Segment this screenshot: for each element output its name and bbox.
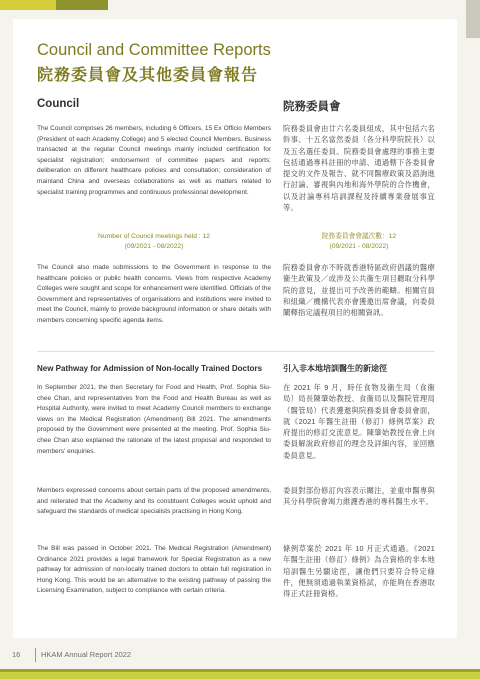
content-panel — [13, 19, 457, 638]
report-title: HKAM Annual Report 2022 — [41, 650, 132, 659]
pathway-para2-block — [37, 486, 271, 518]
pathway-paragraph-zh: 在 2021 年 9 月，時任食物及衞生局（食衞局）局長陳肇始教授、食衞局以及醫院管理局（醫管局）代表獲邀與院務委員會委員會面，就《2021 年醫生註冊（修訂）條例草案》政府提出的修訂交流意見。陳肇始教授在會上向委員解說政府修訂的理念及詳細內容，並回應委員意見。 — [283, 383, 435, 460]
pathway-paragraph-zh: 條例草案於 2021 年 10 月正式通過。《2021 年醫生註冊（修訂）條例》為合資格的非本地培訓醫生另闢途徑，讓他們只要符合特定條件，便無須通過執業資格試，亦能夠在香港取得正式註冊資格。 — [283, 544, 435, 599]
council-paragraph: The Council also made submissions to the Government in response to the healthcare policies or public health concerns. Views from respective Academy Colleges were sought and scope for enhancement were identified. Officials of the Government and representatives of organisations and institutions were invited to meet the Council, mainly to provide background information or share details with members concerning specific agenda items. — [37, 264, 271, 324]
pathway-heading-block-zh — [283, 363, 435, 374]
pathway-para1-block-zh — [283, 382, 435, 461]
decorative-stripe — [0, 672, 480, 679]
pathway-paragraph: The Bill was passed in October 2021. The Medical Registration (Amendment) Ordinance 2021 provides a legal framework for Special Registration as a new pathway for admission of non-locally trained doctors to obtain full registration in Hong Kong. This would be an alternative to the existing pathway of passing the Licensing Examination, subject to compliance with certain criteria. — [37, 545, 271, 595]
section-subheading: New Pathway for Admission of Non-locally Trained Doctors — [37, 364, 263, 373]
council-para1-block — [37, 124, 271, 198]
pathway-heading-block — [37, 364, 271, 373]
meetings-period-zh: (09/2021 - 08/2022) — [329, 243, 389, 250]
council-para2-block-zh — [283, 262, 435, 318]
council-para1-block-zh — [283, 123, 435, 213]
pathway-para3-block — [37, 544, 271, 597]
council-para2-block — [37, 263, 271, 327]
pathway-paragraph-zh: 委員對部份修訂內容表示關注，並重申醫專與其分科學院會竭力維護香港的專科醫生水平。 — [283, 486, 435, 507]
section-subheading-zh: 引入非本地培訓醫生的新途徑 — [283, 364, 387, 373]
decorative-corner — [466, 0, 480, 38]
meetings-count-zh — [283, 232, 435, 252]
pathway-paragraph: Members expressed concerns about certain parts of the proposed amendments, and reiterated that the Academy and its constituent Colleges would uphold and safeguard the standards of medical specialists practising in Hong Kong. — [37, 487, 271, 516]
page-title: Council and Committee Reports — [37, 41, 271, 59]
section-divider — [37, 351, 435, 352]
meetings-count-line: Number of Council meetings held : 12 — [98, 233, 210, 240]
council-section-zh — [283, 98, 435, 114]
meetings-count-line-zh: 院務委員會會議次數：12 — [321, 233, 397, 240]
council-paragraph: The Council comprises 26 members, including 6 Officers, 15 Ex Officio Members (President of each Academy College) and 5 elected Council Members. Business transacted at the regular Council meetings mainly included certification for specialist registration; endorsement of committee papers and reports; deliberation on different healthcare policies and consultation; consideration of mainland China and overseas collaborations as well as matters related to specialist training programmes and continuous professional development. — [37, 125, 271, 196]
pathway-para3-block-zh — [283, 543, 435, 599]
council-paragraph-zh: 院務委員會由廿六名委員組成，其中包括六名幹事、十五名當然委員（各分科學院院長）以及五名選任委員。院務委員會處理的事務主要包括通過專科註冊的申請、通過轄下各委員會提交的文件及報告、就不同醫療政策及諮詢進行討論、審視與內地和海外學院的合作機會，以及討論專科培訓課程及持續專業發展事宜等。 — [283, 124, 435, 213]
pathway-para2-block-zh — [283, 485, 435, 508]
meetings-period: (09/2021 - 08/2022) — [124, 243, 184, 250]
page-title-zh: 院務委員會及其他委員會報告 — [37, 67, 259, 84]
pathway-paragraph: In September 2021, the then Secretary for Food and Health, Prof. Sophia Siu-chee Chan, and representatives from the Food and Health Bureau as well as Hospital Authority, were invited to meet Academy Council members to exchange views on the Medical Registration (Amendment) Bill 2021. The amendments proposed by the Government were presented at the meeting. Prof. Sophia Siu-chee Chan also explained the rationale of the latest proposal and responded to members' enquiries. — [37, 384, 271, 455]
meetings-count — [37, 232, 271, 252]
decorative-stripe — [0, 0, 56, 10]
decorative-stripe — [56, 0, 108, 10]
page-number: 16 — [12, 650, 21, 659]
section-heading-zh: 院務委員會 — [283, 101, 341, 113]
section-heading: Council — [37, 98, 80, 110]
council-section-en — [37, 98, 271, 110]
footer-divider — [35, 648, 36, 662]
pathway-para1-block — [37, 383, 271, 457]
council-paragraph-zh: 院務委員會亦不時就香港特區政府倡議的醫療衞生政策及／或涉及公共衞生項目聽取分科學院的意見，並提出可予改善的範疇。相關官員和組織／機構代表亦會獲邀出席會議，向委員闡釋指定議程項目的相關資訊。 — [283, 263, 435, 318]
